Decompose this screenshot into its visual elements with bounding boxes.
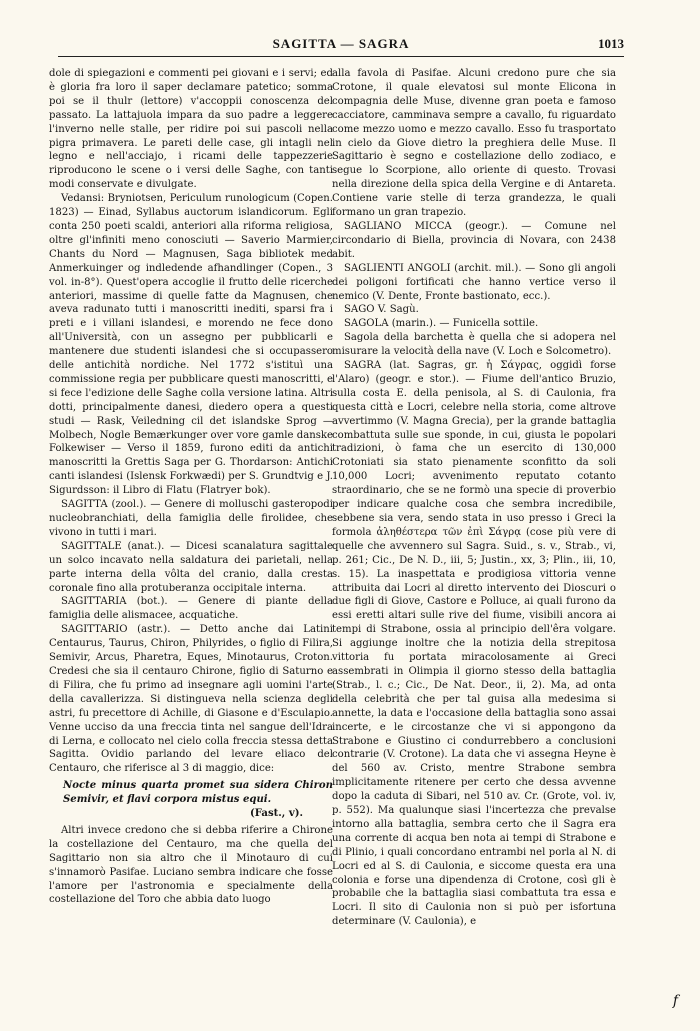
verse-text: Nocte minus quarta promet sua sidera Chiron Semivir, et flavi corpora mistus equi. [63,780,333,806]
corner-mark: f [672,993,678,1009]
entry-sagittale: SAGITTALE (anat.). — Dicesi scanalatura sagittale un solco incavato nella saldatura dei parietali, nella parte interna della vôlta del cranio, dalla cresta coronale fino alla protuberanza occipitale interna. [49,540,333,594]
entry-saglienti-angoli: SAGLIENTI ANGOLI (archit. mil.). — Sono gli angoli dei poligoni fortificati che hanno vertice verso il nemico (V. Dente, Fronte bastionato, ecc.). [332,262,616,302]
running-title: SAGITTA — SAGRA [272,36,410,51]
verse-source: (Fast., v). [250,808,303,820]
paragraph: alla favola di Pasifae. Alcuni credono pure che sia Crotone, il quale elevatosi sul monte Elicona in compagnia delle Muse, divenne gran poeta e famoso cacciatore, camminava sempre a cavallo, fu riguardato come mezzo uomo e mezzo cavallo. Esso fu trasportato in cielo da Giove dietro la preghiera delle Muse. Il Sagittario è segno e costellazione dello zodiaco, e segue lo Scorpione, allo oriente di questo. Trovasi nella direzione della spica della Vergine e di Antareta. Contiene varie stelle di terza grandezza, le quali formano un gran trapezio. [332,68,616,219]
entry-sagitta: SAGITTA (zool.). — Genere di molluschi gasteropodi nucleobranchiati, della famiglia delle firolidee, che vivono in tutti i mari. [49,499,333,538]
paragraph: Vedansi: Bryniotsen, Periculum runologicum (Copen. 1823) — Einad, Syllabus auctorum islandicorum. Egli conta 250 poeti scaldi, anteriori alla riforma religiosa, oltre gl'infiniti meno conosciuti — Saverio Marmier, Chants du Nord — Magnusen, Saga bibliotek med Anmerkuinger og indledende afhandlinger (Copen., 3 vol. in-8°). Quest'opera accoglie il frutto delle ricerche anteriori, massime di quelle fatte da Magnusen, che aveva radunato tutti i manoscritti inediti, sparsi fra i preti e i villani islandesi, e morendo ne fece dono all'Università, con un assegno per pubblicarli e mantenere due studenti islandesi che si occupassero delle antichità nordiche. Nel 1772 s'istituì una commissione regia per pubblicare questi manoscritti, e si fece l'edizione delle Saghe colla versione latina. Altri dotti, principalmente danesi, diedero opera a questi studi — Rask, Veiledning cil det islandske Sprog — Molbech, Nogle Bemærkunger over vore gamle danske Folkewiser — Verso il 1859, furono editi da antichi manoscritti la Grettis Saga per G. Thordarson: Antichi canti islandesi (Islensk Forkwædi) per S. Grundtvig e J. Sigurdsson: il Libro di Flatu (Flatryer bok). [49,193,333,497]
paragraph: Altri invece credono che si debba riferire a Chirone la costellazione del Centauro, ma che quella del Sagittario non sia altro che il Minotauro di cui s'innamorò Pasifae. Luciano sembra indicare che fosse l'amore per l'astronomia e specialmente della costellazione del Toro che abbia dato luogo [49,824,333,906]
paragraph: dole di spiegazioni e commenti pei giovani e i servi; ed è gloria fra loro il saper declamare patetico; somma poi se il thulr (lettore) v'accoppii conoscenza del passato. La lattajuola impara da suo padre a leggere l'inverno nelle stalle, per ridire poi sui pascoli nella pigra primavera. Le pareti delle case, gli intagli nel legno e nell'acciajo, i ricami delle tappezzerie riproducono le scene o i versi delle Saghe, con tanti modi conservate e divulgate. [49,68,333,191]
right-column [332,67,616,992]
entry-sagra: SAGRA (lat. Sagras, gr. ἡ Σάγρας, oggidì forse l'Alaro) (geogr. e stor.). — Fiume dell'antico Bruzio, sulla costa E. della penisola, al S. di Caulonia, fra questa città e Locri, celebre nella storia, come altrove avvertimmo (V. Magna Grecia), per la grande battaglia combattuta sulle sue sponde, in cui, giusta le popolari tradizioni, ò fama che un esercito di 130,000 Crotoniati sia stato pienamente sconfitto da soli 10,000 Locri; avvenimento reputato cotanto straordinario, che se ne formò una specie di proverbio per indicare qualche cosa che sembra incredibile, sebbene sia vera, sendo stata in uso presso i Greci la formola ἀληθέστερα τῶν ἐπὶ Σάγρᾳ (cose più vere di quelle che avvennero sul Sagra. Suid., s. v., Strab., vi, p. 261; Cic., De N. D., iii, 5; Justin., xx, 3; Plin., iii, 10, s. 15). La inaspettata e prodigiosa vittoria venne attribuita dai Locri al diretto intervento dei Dioscuri o due figli di Giove, Castore e Polluce, ai quali furono da essi eretti altari sulle rive del fiume, visibili ancora ai tempi di Strabone, ossia al principio dell'êra volgare. Si aggiunge inoltre che la notizia della strepitosa vittoria fu portata miracolosamente ai Greci assembrati in Olimpia il giorno stesso della battaglia (Strab., l. c.; Cic., De Nat. Deor., ii, 2). Ma, ad onta della celebrità che per tal guisa alla medesima si annette, la data e l'occasione della battaglia sono assai incerte, e le circostanze che vi si appongono da Strabone e Giustino ci condurrebbero a conclusioni contrarie (V. Crotone). La data che vi assegna Heyne è del 560 av. Cristo, mentre Strabone sembra implicitamente ritenere per certo che dessa avvenne dopo la caduta di Sibari, nel 510 av. Cr. (Grote, vol. iv, p. 552). Ma qualunque siasi l'incertezza che prevalse intorno alla battaglia, sembra certo che il Sagra era una corrente di acqua ben nota ai tempi di Strabone e di Plinio, i quali concordano entrambi nel porla al N. di Locri ed al S. di Caulonia, e siccome questa era una colonia e forse una dipendenza di Crotone, così gli è probabile che la battaglia siasi combattuta tra essa e Locri. Il sito di Caulonia non si può per isfortuna determinare (V. Caulonia), e [332,360,616,928]
page-header [58,34,624,57]
paragraph: Sagola della barchetta è quella che si adopera nel misurare la velocità della nave (V. Loch e Solcometro). [332,332,616,358]
entry-sagliano-micca: SAGLIANO MICCA (geogr.). — Comune nel circondario di Biella, provincia di Novara, con 2438 abit. [332,220,616,260]
entry-sagittaria: SAGITTARIA (bot.). — Genere di piante della famiglia delle alismacee, acquatiche. [49,596,333,622]
entry-sagittario: SAGITTARIO (astr.). — Detto anche dai Latini Centaurus, Taurus, Chiron, Philyrides, o figlio di Filira, Semivir, Arcus, Pharetra, Eques, Minotaurus, Croton. Credesi che sia il centauro Chirone, figlio di Saturno e di Filira, che fu primo ad insegnare agli uomini l'arte della cavallerizza. Si distingueva nella scienza degli astri, fu precettore di Achille, di Giasone e d'Esculapio. Venne ucciso da una freccia tinta nel sangue dell'Idra di Lerna, e collocato nel cielo colla freccia stessa detta Sagitta. Ovidio parlando del levare eliaco del Centauro, che riferisce al 3 di maggio, dice: [49,624,333,775]
entry-sagola: SAGOLA (marin.). — Funicella sottile. [344,318,539,330]
left-column [49,67,333,992]
verse-quote [63,779,333,821]
entry-sago: SAGO V. Sagù. [344,304,419,316]
page-number: 1013 [598,36,624,51]
